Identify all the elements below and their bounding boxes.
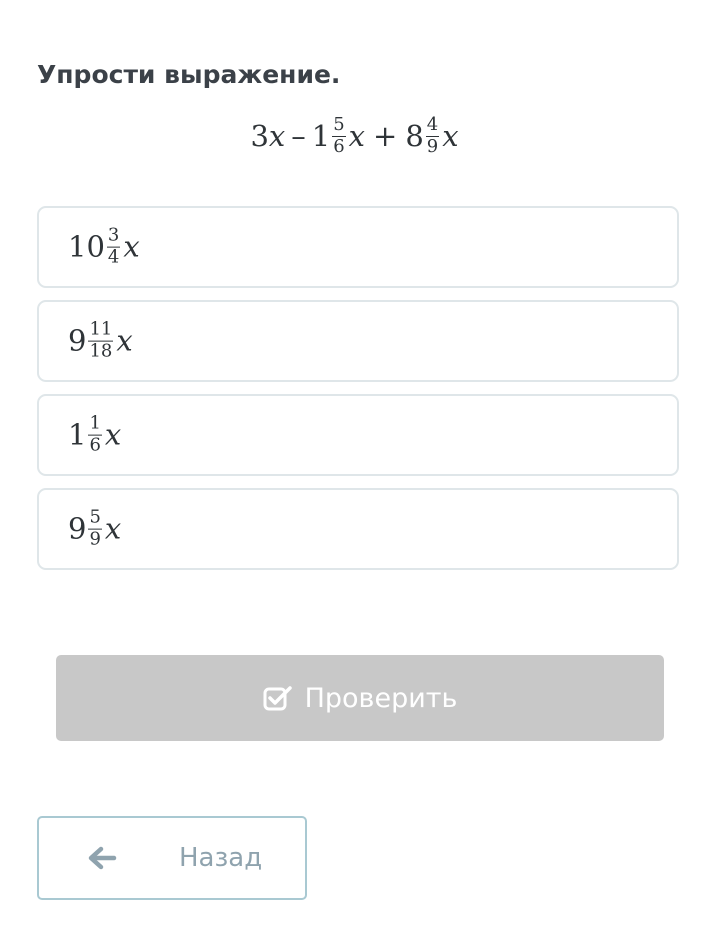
term2-numerator: 5 <box>333 114 345 135</box>
answer-fraction <box>88 412 101 456</box>
term2-denominator: 6 <box>333 135 345 157</box>
term3-numerator: 4 <box>426 114 439 135</box>
answer-option-2[interactable] <box>37 300 679 382</box>
answer-option-3[interactable] <box>37 394 679 476</box>
answer-option-math <box>68 506 122 550</box>
term1-variable: x <box>268 119 286 154</box>
math-expression <box>0 116 709 157</box>
plus-operator: + <box>373 119 398 154</box>
answer-numerator: 5 <box>89 506 101 528</box>
answer-variable: x <box>123 230 140 264</box>
term3-whole: 8 <box>405 119 424 154</box>
term3-denominator: 9 <box>426 135 439 157</box>
answer-numerator: 3 <box>107 224 120 246</box>
answer-fraction <box>107 224 120 268</box>
back-button[interactable] <box>37 816 307 900</box>
answer-option-math <box>68 412 122 456</box>
answer-whole: 1 <box>68 418 87 452</box>
term2-variable: x <box>348 119 365 154</box>
answer-whole: 9 <box>68 324 87 358</box>
minus-operator: – <box>291 119 306 154</box>
answer-variable: x <box>116 324 133 358</box>
term1-coefficient: 3 <box>250 119 269 154</box>
answer-denominator: 6 <box>89 434 101 456</box>
answer-option-math <box>68 224 140 268</box>
answer-denominator: 18 <box>89 340 113 362</box>
answer-fraction <box>88 318 113 362</box>
term3-fraction <box>426 116 439 157</box>
check-button-label: Проверить <box>304 682 458 714</box>
question-title: Упрости выражение. <box>37 60 341 89</box>
answer-whole: 10 <box>68 230 105 264</box>
back-button-label: Назад <box>179 843 263 873</box>
check-button[interactable] <box>56 655 664 741</box>
answer-variable: x <box>104 512 122 546</box>
answer-variable: x <box>104 418 122 452</box>
answer-denominator: 4 <box>107 246 120 268</box>
answer-option-math <box>68 318 133 362</box>
arrow-left-icon <box>87 846 117 870</box>
answer-fraction <box>88 506 101 550</box>
answer-denominator: 9 <box>89 528 101 550</box>
answer-numerator: 1 <box>89 412 101 434</box>
answer-option-1[interactable] <box>37 206 679 288</box>
checkbox-check-icon <box>263 685 293 711</box>
answer-numerator: 11 <box>89 318 113 340</box>
answer-whole: 9 <box>68 512 87 546</box>
term3-variable: x <box>442 119 459 154</box>
term2-fraction <box>332 116 345 157</box>
answer-option-4[interactable] <box>37 488 679 570</box>
term2-whole: 1 <box>311 119 331 154</box>
